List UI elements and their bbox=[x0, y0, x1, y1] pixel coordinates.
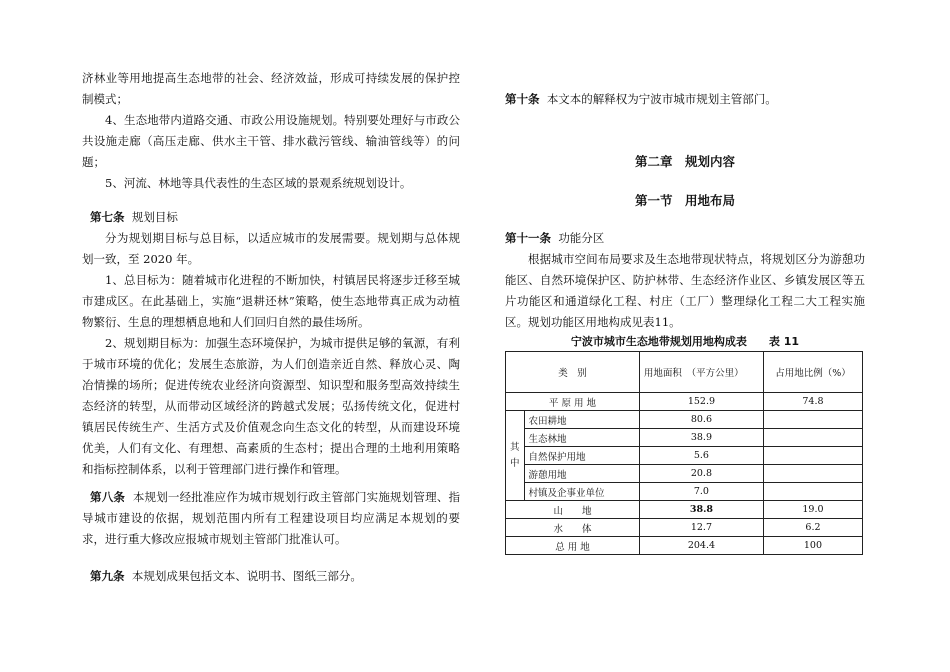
article-8 bbox=[82, 487, 460, 550]
row-area: 7.0 bbox=[639, 483, 763, 501]
article-9 bbox=[82, 566, 460, 587]
row-label: 农田耕地 bbox=[524, 411, 639, 429]
sub-group-label: 其中 bbox=[506, 411, 525, 501]
article-7-paragraph-3: 2、规划期目标为：加强生态环境保护，为城市提供足够的氧源，有利于城市环境的优化；发展生态旅游，为人们创造亲近自然、释放心灵、陶冶情操的场所；促进传统农业经济向资源型、知识型和服务型高效持续生态经济的转型，从而带动区域经济的跨越式发展；弘扬传统文化，促进村镇居民传统生产、生活方式及价值观念向生态文化的转型，从而建设环境优美，人们有文化、有理想、高素质的生态村；提出合理的土地利用策略和指标控制体系，以利于管理部门进行操作和管理。 bbox=[82, 336, 460, 476]
table-caption: 宁波市城市生态地带规划用地构成表 表 11 bbox=[570, 335, 800, 348]
row-ratio: 74.8 bbox=[763, 393, 862, 411]
table-row bbox=[506, 411, 863, 429]
article-11-title: 功能分区 bbox=[558, 231, 605, 245]
article-7-number: 第七条 bbox=[90, 210, 125, 224]
row-label: 自然保护用地 bbox=[524, 447, 639, 465]
row-area: 38.8 bbox=[639, 501, 763, 519]
row-ratio: 100 bbox=[763, 537, 862, 555]
table-header-row bbox=[506, 352, 863, 393]
row-label: 平 原 用 地 bbox=[506, 393, 640, 411]
row-area: 152.9 bbox=[639, 393, 763, 411]
table-row bbox=[506, 429, 863, 447]
table-row bbox=[506, 483, 863, 501]
article-7-paragraph-1: 分为规划期目标与总目标，以适应城市的发展需要。规划期与总体规划一致，至 2020 年。 bbox=[82, 231, 460, 266]
row-ratio bbox=[763, 411, 862, 429]
row-ratio bbox=[763, 429, 862, 447]
row-area: 20.8 bbox=[639, 465, 763, 483]
row-area: 5.6 bbox=[639, 447, 763, 465]
article-10 bbox=[505, 89, 865, 110]
table-row bbox=[506, 537, 863, 555]
table-row bbox=[506, 501, 863, 519]
row-area: 12.7 bbox=[639, 519, 763, 537]
table-row bbox=[506, 393, 863, 411]
land-use-table bbox=[505, 351, 863, 555]
table-row bbox=[506, 465, 863, 483]
section-title: 第一节 用地布局 bbox=[634, 193, 735, 208]
row-area: 204.4 bbox=[639, 537, 763, 555]
header-area: 用地面积 （平方公里） bbox=[639, 352, 763, 393]
article-9-number: 第九条 bbox=[90, 569, 125, 583]
row-ratio: 6.2 bbox=[763, 519, 862, 537]
row-label: 山 地 bbox=[506, 501, 640, 519]
paragraph-protection-mode: 济林业等用地提高生态地带的社会、经济效益，形成可持续发展的保护控制模式； bbox=[82, 71, 460, 106]
chapter-title: 第二章 规划内容 bbox=[634, 154, 735, 169]
row-area: 38.9 bbox=[639, 429, 763, 447]
table-row bbox=[506, 519, 863, 537]
header-ratio: 占用地比例（%） bbox=[763, 352, 862, 393]
article-10-number: 第十条 bbox=[505, 92, 540, 106]
paragraph-item-4: 4、生态地带内道路交通、市政公用设施规划。特别要处理好与市政公共设施走廊（高压走廊、供水主干管、排水截污管线、输油管线等）的问题； bbox=[82, 113, 460, 169]
row-label: 总 用 地 bbox=[506, 537, 640, 555]
row-label: 水 体 bbox=[506, 519, 640, 537]
article-7-heading bbox=[82, 207, 460, 228]
row-ratio: 19.0 bbox=[763, 501, 862, 519]
article-8-number: 第八条 bbox=[90, 490, 126, 504]
article-11-text: 根据城市空间布局要求及生态地带现状特点，将规划区分为游憩功能区、自然环境保护区、防护林带、生态经济作业区、乡镇发展区等五片功能区和通道绿化工程、村庄（工厂）整理绿化工程二大工程实施区。规划功能区用地构成见表11。 bbox=[505, 252, 865, 329]
row-area: 80.6 bbox=[639, 411, 763, 429]
article-11-heading bbox=[505, 228, 865, 249]
article-7-paragraph-2: 1、总目标为：随着城市化进程的不断加快，村镇居民将逐步迁移至城市建成区。在此基础上，实施“退耕还林”策略，使生态地带真正成为动植物繁衍、生息的理想栖息地和人们回归自然的最佳场所。 bbox=[82, 273, 460, 329]
article-9-text: 本规划成果包括文本、说明书、图纸三部分。 bbox=[131, 569, 362, 583]
article-11-number: 第十一条 bbox=[505, 231, 551, 245]
table-row bbox=[506, 447, 863, 465]
header-category: 类 别 bbox=[506, 352, 640, 393]
row-ratio bbox=[763, 447, 862, 465]
article-7-title: 规划目标 bbox=[131, 210, 178, 224]
row-label: 生态林地 bbox=[524, 429, 639, 447]
paragraph-item-5: 5、河流、林地等具代表性的生态区域的景观系统规划设计。 bbox=[105, 176, 412, 190]
article-10-text: 本文本的解释权为宁波市城市规划主管部门。 bbox=[546, 92, 777, 106]
row-ratio bbox=[763, 483, 862, 501]
row-ratio bbox=[763, 465, 862, 483]
row-label: 游憩用地 bbox=[524, 465, 639, 483]
row-label: 村镇及企事业单位 bbox=[524, 483, 639, 501]
article-8-text: 本规划一经批准应作为城市规划行政主管部门实施规划管理、指导城市建设的依据，规划范围内所有工程建设项目均应满足本规划的要求，进行重大修改应报城市规划主管部门批准认可。 bbox=[82, 490, 461, 546]
